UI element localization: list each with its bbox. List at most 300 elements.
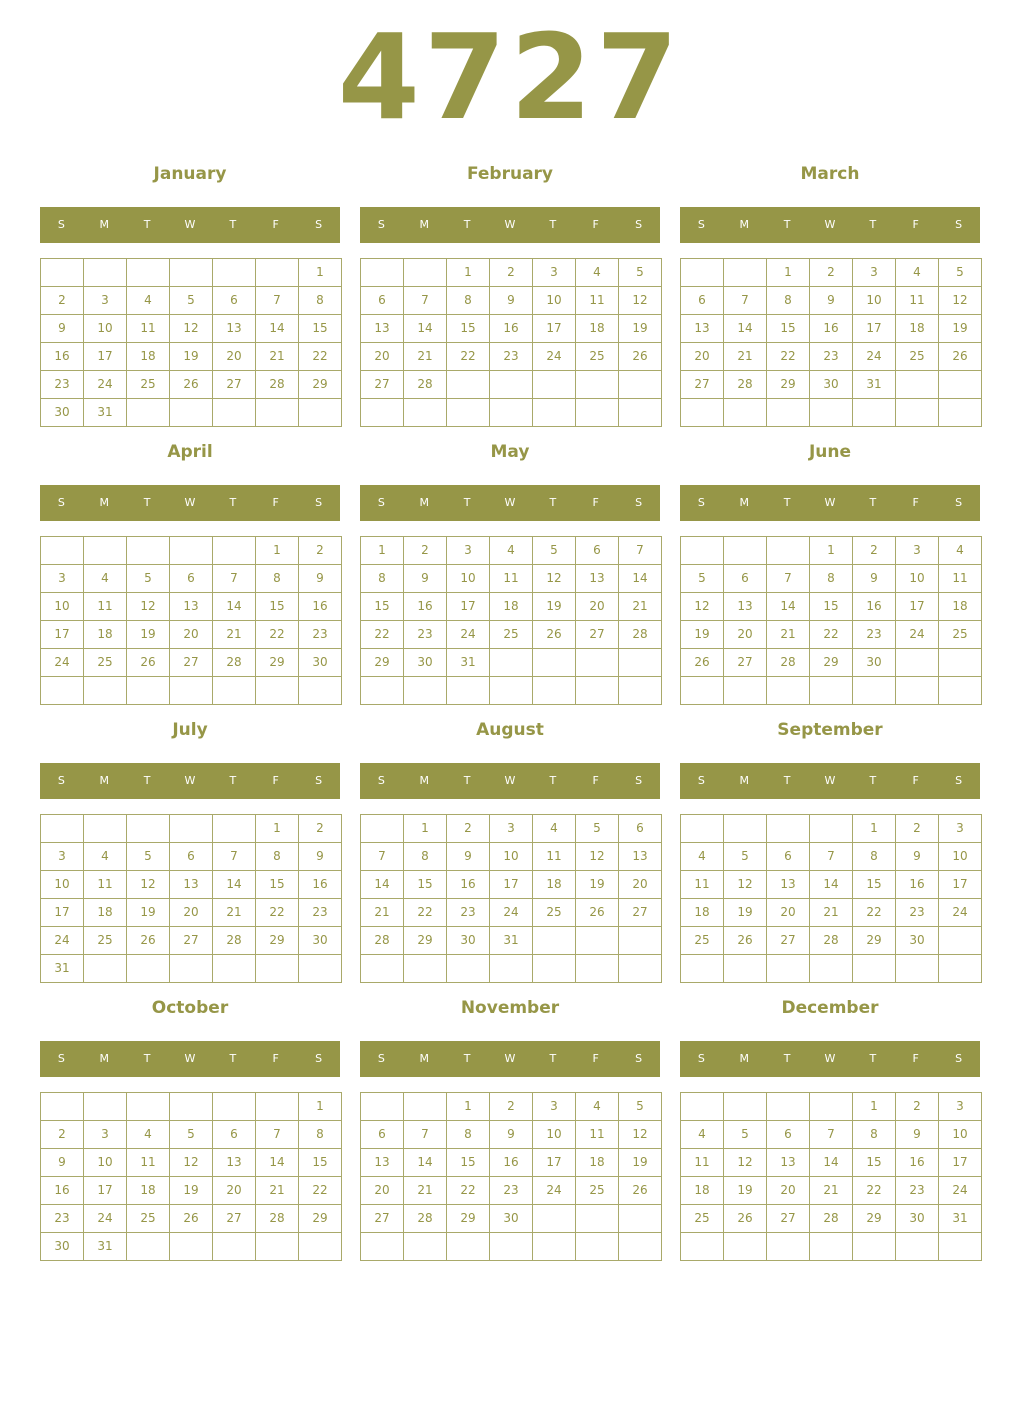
- day-cell[interactable]: 30: [403, 648, 447, 677]
- day-cell[interactable]: 15: [446, 314, 490, 343]
- day-cell[interactable]: 24: [938, 1176, 982, 1205]
- day-cell[interactable]: 28: [403, 370, 447, 399]
- day-cell[interactable]: 31: [83, 398, 127, 427]
- day-cell[interactable]: 27: [169, 926, 213, 955]
- day-cell[interactable]: 12: [575, 842, 619, 871]
- day-cell[interactable]: 1: [255, 536, 299, 565]
- day-cell[interactable]: 13: [766, 870, 810, 899]
- day-cell[interactable]: 11: [532, 842, 576, 871]
- day-cell[interactable]: 19: [723, 1176, 767, 1205]
- day-cell[interactable]: 28: [809, 926, 853, 955]
- day-cell[interactable]: 7: [403, 1120, 447, 1149]
- day-cell[interactable]: 26: [575, 898, 619, 927]
- day-cell[interactable]: 6: [680, 286, 724, 315]
- day-cell[interactable]: 26: [169, 1204, 213, 1233]
- day-cell[interactable]: 20: [212, 1176, 256, 1205]
- day-cell[interactable]: 23: [403, 620, 447, 649]
- day-cell[interactable]: 23: [446, 898, 490, 927]
- day-cell[interactable]: 29: [446, 1204, 490, 1233]
- day-cell[interactable]: 30: [298, 926, 342, 955]
- day-cell[interactable]: 21: [766, 620, 810, 649]
- day-cell[interactable]: 13: [680, 314, 724, 343]
- day-cell[interactable]: 9: [809, 286, 853, 315]
- day-cell[interactable]: 2: [489, 258, 533, 287]
- day-cell[interactable]: 5: [575, 814, 619, 843]
- day-cell[interactable]: 8: [255, 842, 299, 871]
- day-cell[interactable]: 19: [532, 592, 576, 621]
- day-cell[interactable]: 5: [618, 1092, 662, 1121]
- day-cell[interactable]: 6: [360, 286, 404, 315]
- day-cell[interactable]: 18: [575, 1148, 619, 1177]
- day-cell[interactable]: 21: [809, 1176, 853, 1205]
- day-cell[interactable]: 24: [40, 648, 84, 677]
- day-cell[interactable]: 25: [895, 342, 939, 371]
- day-cell[interactable]: 13: [212, 1148, 256, 1177]
- day-cell[interactable]: 5: [723, 1120, 767, 1149]
- day-cell[interactable]: 24: [938, 898, 982, 927]
- day-cell[interactable]: 1: [446, 258, 490, 287]
- day-cell[interactable]: 16: [403, 592, 447, 621]
- day-cell[interactable]: 18: [680, 1176, 724, 1205]
- day-cell[interactable]: 27: [212, 1204, 256, 1233]
- day-cell[interactable]: 7: [809, 842, 853, 871]
- day-cell[interactable]: 31: [489, 926, 533, 955]
- day-cell[interactable]: 14: [618, 564, 662, 593]
- day-cell[interactable]: 18: [83, 620, 127, 649]
- day-cell[interactable]: 4: [126, 1120, 170, 1149]
- day-cell[interactable]: 21: [255, 342, 299, 371]
- day-cell[interactable]: 13: [169, 592, 213, 621]
- day-cell[interactable]: 4: [83, 564, 127, 593]
- day-cell[interactable]: 3: [83, 286, 127, 315]
- day-cell[interactable]: 29: [298, 1204, 342, 1233]
- day-cell[interactable]: 7: [360, 842, 404, 871]
- day-cell[interactable]: 4: [126, 286, 170, 315]
- day-cell[interactable]: 26: [169, 370, 213, 399]
- day-cell[interactable]: 2: [895, 1092, 939, 1121]
- day-cell[interactable]: 9: [298, 842, 342, 871]
- day-cell[interactable]: 27: [360, 370, 404, 399]
- day-cell[interactable]: 31: [852, 370, 896, 399]
- day-cell[interactable]: 21: [212, 620, 256, 649]
- day-cell[interactable]: 24: [489, 898, 533, 927]
- day-cell[interactable]: 31: [938, 1204, 982, 1233]
- day-cell[interactable]: 10: [532, 1120, 576, 1149]
- day-cell[interactable]: 24: [40, 926, 84, 955]
- day-cell[interactable]: 5: [618, 258, 662, 287]
- day-cell[interactable]: 16: [895, 1148, 939, 1177]
- day-cell[interactable]: 19: [680, 620, 724, 649]
- day-cell[interactable]: 27: [575, 620, 619, 649]
- day-cell[interactable]: 13: [618, 842, 662, 871]
- day-cell[interactable]: 9: [403, 564, 447, 593]
- day-cell[interactable]: 3: [532, 1092, 576, 1121]
- day-cell[interactable]: 11: [575, 286, 619, 315]
- day-cell[interactable]: 16: [40, 342, 84, 371]
- day-cell[interactable]: 10: [489, 842, 533, 871]
- day-cell[interactable]: 22: [403, 898, 447, 927]
- day-cell[interactable]: 14: [403, 314, 447, 343]
- day-cell[interactable]: 25: [83, 926, 127, 955]
- day-cell[interactable]: 10: [895, 564, 939, 593]
- day-cell[interactable]: 12: [938, 286, 982, 315]
- day-cell[interactable]: 3: [83, 1120, 127, 1149]
- day-cell[interactable]: 21: [618, 592, 662, 621]
- day-cell[interactable]: 9: [489, 1120, 533, 1149]
- day-cell[interactable]: 27: [766, 1204, 810, 1233]
- day-cell[interactable]: 8: [360, 564, 404, 593]
- day-cell[interactable]: 21: [255, 1176, 299, 1205]
- day-cell[interactable]: 12: [723, 870, 767, 899]
- day-cell[interactable]: 17: [40, 620, 84, 649]
- day-cell[interactable]: 17: [83, 1176, 127, 1205]
- day-cell[interactable]: 19: [126, 898, 170, 927]
- day-cell[interactable]: 15: [255, 870, 299, 899]
- day-cell[interactable]: 14: [255, 1148, 299, 1177]
- day-cell[interactable]: 19: [723, 898, 767, 927]
- day-cell[interactable]: 27: [618, 898, 662, 927]
- day-cell[interactable]: 20: [212, 342, 256, 371]
- day-cell[interactable]: 1: [809, 536, 853, 565]
- day-cell[interactable]: 2: [298, 536, 342, 565]
- day-cell[interactable]: 3: [489, 814, 533, 843]
- day-cell[interactable]: 18: [532, 870, 576, 899]
- day-cell[interactable]: 10: [852, 286, 896, 315]
- day-cell[interactable]: 7: [255, 286, 299, 315]
- day-cell[interactable]: 7: [766, 564, 810, 593]
- day-cell[interactable]: 12: [169, 1148, 213, 1177]
- day-cell[interactable]: 2: [446, 814, 490, 843]
- day-cell[interactable]: 22: [446, 1176, 490, 1205]
- day-cell[interactable]: 15: [360, 592, 404, 621]
- day-cell[interactable]: 29: [255, 926, 299, 955]
- day-cell[interactable]: 15: [446, 1148, 490, 1177]
- day-cell[interactable]: 10: [83, 314, 127, 343]
- day-cell[interactable]: 18: [126, 1176, 170, 1205]
- day-cell[interactable]: 30: [895, 926, 939, 955]
- day-cell[interactable]: 9: [446, 842, 490, 871]
- day-cell[interactable]: 4: [575, 1092, 619, 1121]
- day-cell[interactable]: 9: [298, 564, 342, 593]
- day-cell[interactable]: 8: [852, 1120, 896, 1149]
- day-cell[interactable]: 6: [169, 564, 213, 593]
- day-cell[interactable]: 17: [489, 870, 533, 899]
- day-cell[interactable]: 14: [723, 314, 767, 343]
- day-cell[interactable]: 30: [40, 1232, 84, 1261]
- day-cell[interactable]: 16: [40, 1176, 84, 1205]
- day-cell[interactable]: 8: [298, 1120, 342, 1149]
- day-cell[interactable]: 8: [446, 1120, 490, 1149]
- day-cell[interactable]: 22: [255, 620, 299, 649]
- day-cell[interactable]: 15: [809, 592, 853, 621]
- day-cell[interactable]: 24: [532, 342, 576, 371]
- day-cell[interactable]: 3: [938, 1092, 982, 1121]
- day-cell[interactable]: 13: [360, 314, 404, 343]
- day-cell[interactable]: 14: [212, 870, 256, 899]
- day-cell[interactable]: 7: [723, 286, 767, 315]
- day-cell[interactable]: 25: [938, 620, 982, 649]
- day-cell[interactable]: 6: [618, 814, 662, 843]
- day-cell[interactable]: 12: [169, 314, 213, 343]
- day-cell[interactable]: 4: [83, 842, 127, 871]
- day-cell[interactable]: 24: [446, 620, 490, 649]
- day-cell[interactable]: 29: [255, 648, 299, 677]
- day-cell[interactable]: 10: [938, 842, 982, 871]
- day-cell[interactable]: 28: [212, 648, 256, 677]
- day-cell[interactable]: 6: [169, 842, 213, 871]
- day-cell[interactable]: 27: [680, 370, 724, 399]
- day-cell[interactable]: 25: [489, 620, 533, 649]
- day-cell[interactable]: 27: [360, 1204, 404, 1233]
- day-cell[interactable]: 22: [852, 1176, 896, 1205]
- day-cell[interactable]: 19: [618, 314, 662, 343]
- day-cell[interactable]: 11: [895, 286, 939, 315]
- day-cell[interactable]: 11: [575, 1120, 619, 1149]
- day-cell[interactable]: 6: [575, 536, 619, 565]
- day-cell[interactable]: 29: [298, 370, 342, 399]
- day-cell[interactable]: 27: [766, 926, 810, 955]
- day-cell[interactable]: 2: [809, 258, 853, 287]
- day-cell[interactable]: 21: [809, 898, 853, 927]
- day-cell[interactable]: 7: [255, 1120, 299, 1149]
- day-cell[interactable]: 12: [680, 592, 724, 621]
- day-cell[interactable]: 28: [360, 926, 404, 955]
- day-cell[interactable]: 22: [809, 620, 853, 649]
- day-cell[interactable]: 30: [489, 1204, 533, 1233]
- day-cell[interactable]: 12: [126, 592, 170, 621]
- day-cell[interactable]: 29: [360, 648, 404, 677]
- day-cell[interactable]: 14: [403, 1148, 447, 1177]
- day-cell[interactable]: 2: [403, 536, 447, 565]
- day-cell[interactable]: 17: [852, 314, 896, 343]
- day-cell[interactable]: 5: [680, 564, 724, 593]
- day-cell[interactable]: 4: [532, 814, 576, 843]
- day-cell[interactable]: 4: [895, 258, 939, 287]
- day-cell[interactable]: 10: [83, 1148, 127, 1177]
- day-cell[interactable]: 20: [766, 1176, 810, 1205]
- day-cell[interactable]: 28: [723, 370, 767, 399]
- day-cell[interactable]: 23: [895, 1176, 939, 1205]
- day-cell[interactable]: 30: [446, 926, 490, 955]
- day-cell[interactable]: 5: [169, 286, 213, 315]
- day-cell[interactable]: 18: [895, 314, 939, 343]
- day-cell[interactable]: 23: [895, 898, 939, 927]
- day-cell[interactable]: 9: [40, 314, 84, 343]
- day-cell[interactable]: 15: [255, 592, 299, 621]
- day-cell[interactable]: 9: [895, 842, 939, 871]
- day-cell[interactable]: 11: [83, 592, 127, 621]
- day-cell[interactable]: 26: [532, 620, 576, 649]
- day-cell[interactable]: 3: [446, 536, 490, 565]
- day-cell[interactable]: 21: [212, 898, 256, 927]
- day-cell[interactable]: 9: [40, 1148, 84, 1177]
- day-cell[interactable]: 18: [489, 592, 533, 621]
- day-cell[interactable]: 8: [255, 564, 299, 593]
- day-cell[interactable]: 18: [126, 342, 170, 371]
- day-cell[interactable]: 2: [40, 286, 84, 315]
- day-cell[interactable]: 18: [575, 314, 619, 343]
- day-cell[interactable]: 12: [126, 870, 170, 899]
- day-cell[interactable]: 7: [403, 286, 447, 315]
- day-cell[interactable]: 20: [360, 342, 404, 371]
- day-cell[interactable]: 12: [618, 1120, 662, 1149]
- day-cell[interactable]: 31: [40, 954, 84, 983]
- day-cell[interactable]: 20: [723, 620, 767, 649]
- day-cell[interactable]: 10: [446, 564, 490, 593]
- day-cell[interactable]: 22: [766, 342, 810, 371]
- day-cell[interactable]: 14: [809, 870, 853, 899]
- day-cell[interactable]: 27: [212, 370, 256, 399]
- day-cell[interactable]: 7: [212, 842, 256, 871]
- day-cell[interactable]: 17: [40, 898, 84, 927]
- day-cell[interactable]: 16: [895, 870, 939, 899]
- day-cell[interactable]: 30: [298, 648, 342, 677]
- day-cell[interactable]: 16: [489, 1148, 533, 1177]
- day-cell[interactable]: 6: [723, 564, 767, 593]
- day-cell[interactable]: 9: [852, 564, 896, 593]
- day-cell[interactable]: 28: [809, 1204, 853, 1233]
- day-cell[interactable]: 29: [403, 926, 447, 955]
- day-cell[interactable]: 20: [766, 898, 810, 927]
- day-cell[interactable]: 1: [852, 1092, 896, 1121]
- day-cell[interactable]: 4: [680, 842, 724, 871]
- day-cell[interactable]: 16: [809, 314, 853, 343]
- day-cell[interactable]: 31: [83, 1232, 127, 1261]
- day-cell[interactable]: 11: [83, 870, 127, 899]
- day-cell[interactable]: 30: [852, 648, 896, 677]
- day-cell[interactable]: 3: [895, 536, 939, 565]
- day-cell[interactable]: 28: [255, 370, 299, 399]
- day-cell[interactable]: 6: [360, 1120, 404, 1149]
- day-cell[interactable]: 30: [809, 370, 853, 399]
- day-cell[interactable]: 4: [575, 258, 619, 287]
- day-cell[interactable]: 25: [575, 342, 619, 371]
- day-cell[interactable]: 6: [212, 286, 256, 315]
- day-cell[interactable]: 14: [766, 592, 810, 621]
- day-cell[interactable]: 1: [360, 536, 404, 565]
- day-cell[interactable]: 24: [532, 1176, 576, 1205]
- day-cell[interactable]: 20: [169, 898, 213, 927]
- day-cell[interactable]: 4: [938, 536, 982, 565]
- day-cell[interactable]: 11: [489, 564, 533, 593]
- day-cell[interactable]: 21: [360, 898, 404, 927]
- day-cell[interactable]: 25: [680, 926, 724, 955]
- day-cell[interactable]: 30: [895, 1204, 939, 1233]
- day-cell[interactable]: 11: [126, 1148, 170, 1177]
- day-cell[interactable]: 15: [766, 314, 810, 343]
- day-cell[interactable]: 13: [766, 1148, 810, 1177]
- day-cell[interactable]: 1: [446, 1092, 490, 1121]
- day-cell[interactable]: 20: [169, 620, 213, 649]
- day-cell[interactable]: 1: [298, 258, 342, 287]
- day-cell[interactable]: 13: [575, 564, 619, 593]
- day-cell[interactable]: 5: [723, 842, 767, 871]
- day-cell[interactable]: 15: [403, 870, 447, 899]
- day-cell[interactable]: 26: [618, 342, 662, 371]
- day-cell[interactable]: 14: [255, 314, 299, 343]
- day-cell[interactable]: 25: [126, 1204, 170, 1233]
- day-cell[interactable]: 8: [766, 286, 810, 315]
- day-cell[interactable]: 12: [723, 1148, 767, 1177]
- day-cell[interactable]: 26: [618, 1176, 662, 1205]
- day-cell[interactable]: 17: [938, 1148, 982, 1177]
- day-cell[interactable]: 23: [489, 1176, 533, 1205]
- day-cell[interactable]: 2: [895, 814, 939, 843]
- day-cell[interactable]: 14: [809, 1148, 853, 1177]
- day-cell[interactable]: 31: [446, 648, 490, 677]
- day-cell[interactable]: 16: [298, 592, 342, 621]
- day-cell[interactable]: 26: [126, 648, 170, 677]
- day-cell[interactable]: 18: [83, 898, 127, 927]
- day-cell[interactable]: 22: [298, 1176, 342, 1205]
- day-cell[interactable]: 20: [360, 1176, 404, 1205]
- day-cell[interactable]: 24: [83, 1204, 127, 1233]
- day-cell[interactable]: 21: [403, 342, 447, 371]
- day-cell[interactable]: 18: [938, 592, 982, 621]
- day-cell[interactable]: 25: [680, 1204, 724, 1233]
- day-cell[interactable]: 4: [680, 1120, 724, 1149]
- day-cell[interactable]: 24: [895, 620, 939, 649]
- day-cell[interactable]: 30: [40, 398, 84, 427]
- day-cell[interactable]: 6: [766, 1120, 810, 1149]
- day-cell[interactable]: 23: [298, 898, 342, 927]
- day-cell[interactable]: 11: [680, 870, 724, 899]
- day-cell[interactable]: 5: [169, 1120, 213, 1149]
- day-cell[interactable]: 25: [126, 370, 170, 399]
- day-cell[interactable]: 25: [83, 648, 127, 677]
- day-cell[interactable]: 27: [169, 648, 213, 677]
- day-cell[interactable]: 29: [852, 1204, 896, 1233]
- day-cell[interactable]: 3: [938, 814, 982, 843]
- day-cell[interactable]: 8: [298, 286, 342, 315]
- day-cell[interactable]: 16: [852, 592, 896, 621]
- day-cell[interactable]: 24: [852, 342, 896, 371]
- day-cell[interactable]: 1: [852, 814, 896, 843]
- day-cell[interactable]: 29: [852, 926, 896, 955]
- day-cell[interactable]: 20: [575, 592, 619, 621]
- day-cell[interactable]: 26: [680, 648, 724, 677]
- day-cell[interactable]: 12: [532, 564, 576, 593]
- day-cell[interactable]: 22: [852, 898, 896, 927]
- day-cell[interactable]: 2: [852, 536, 896, 565]
- day-cell[interactable]: 10: [40, 592, 84, 621]
- day-cell[interactable]: 2: [489, 1092, 533, 1121]
- day-cell[interactable]: 14: [212, 592, 256, 621]
- day-cell[interactable]: 28: [618, 620, 662, 649]
- day-cell[interactable]: 28: [403, 1204, 447, 1233]
- day-cell[interactable]: 13: [360, 1148, 404, 1177]
- day-cell[interactable]: 1: [298, 1092, 342, 1121]
- day-cell[interactable]: 22: [446, 342, 490, 371]
- day-cell[interactable]: 19: [169, 1176, 213, 1205]
- day-cell[interactable]: 5: [126, 842, 170, 871]
- day-cell[interactable]: 16: [298, 870, 342, 899]
- day-cell[interactable]: 10: [40, 870, 84, 899]
- day-cell[interactable]: 15: [852, 1148, 896, 1177]
- day-cell[interactable]: 14: [360, 870, 404, 899]
- day-cell[interactable]: 19: [938, 314, 982, 343]
- day-cell[interactable]: 28: [766, 648, 810, 677]
- day-cell[interactable]: 21: [403, 1176, 447, 1205]
- day-cell[interactable]: 6: [766, 842, 810, 871]
- day-cell[interactable]: 27: [723, 648, 767, 677]
- day-cell[interactable]: 17: [83, 342, 127, 371]
- day-cell[interactable]: 23: [40, 370, 84, 399]
- day-cell[interactable]: 13: [723, 592, 767, 621]
- day-cell[interactable]: 25: [532, 898, 576, 927]
- day-cell[interactable]: 26: [938, 342, 982, 371]
- day-cell[interactable]: 9: [895, 1120, 939, 1149]
